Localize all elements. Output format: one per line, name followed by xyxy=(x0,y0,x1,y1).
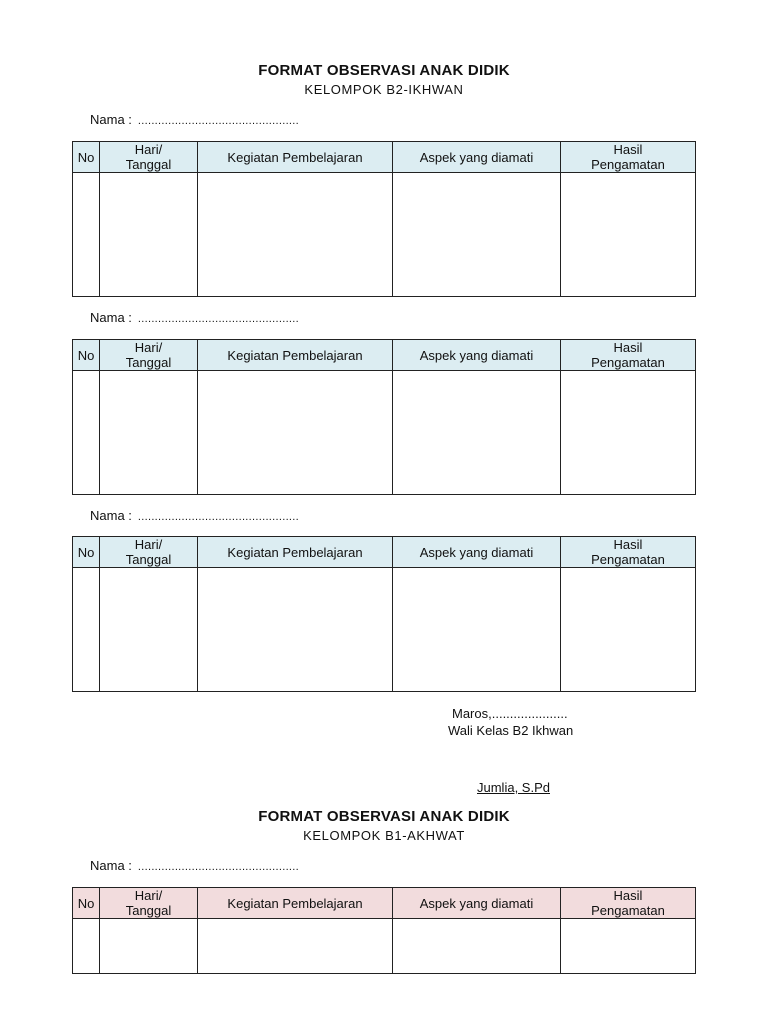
header-no: No xyxy=(73,340,100,371)
header-tanggal: Tanggal xyxy=(125,552,172,567)
table-header-row xyxy=(73,537,696,568)
cell-aspek xyxy=(393,919,561,974)
table-header-row xyxy=(73,888,696,919)
header-hari-tanggal xyxy=(100,142,198,173)
header-hasil-pengamatan xyxy=(561,340,696,371)
cell-aspek xyxy=(393,371,561,495)
signature-role: Wali Kelas B2 Ikhwan xyxy=(448,723,574,738)
observation-table xyxy=(72,339,696,495)
cell-hari-tanggal xyxy=(100,919,198,974)
header-hari-tanggal xyxy=(100,340,198,371)
form-group-subtitle: KELOMPOK B1-AKHWAT xyxy=(303,828,465,843)
observation-table xyxy=(72,887,696,974)
header-kegiatan: Kegiatan Pembelajaran xyxy=(198,537,393,568)
nama-label: Nama : xyxy=(90,112,132,127)
table-row xyxy=(73,371,696,495)
header-hari: Hari/ xyxy=(134,340,163,355)
cell-hasil xyxy=(561,371,696,495)
nama-label: Nama : xyxy=(90,508,132,523)
cell-hari-tanggal xyxy=(100,371,198,495)
cell-hari-tanggal xyxy=(100,568,198,692)
header-hasil: Hasil xyxy=(613,537,643,552)
header-kegiatan: Kegiatan Pembelajaran xyxy=(198,888,393,919)
observation-table xyxy=(72,141,696,297)
header-hari: Hari/ xyxy=(134,888,163,903)
header-aspek: Aspek yang diamati xyxy=(393,537,561,568)
signature-name: Jumlia, S.Pd xyxy=(477,780,550,795)
nama-label: Nama : xyxy=(90,310,132,325)
header-aspek: Aspek yang diamati xyxy=(393,142,561,173)
cell-aspek xyxy=(393,173,561,297)
nama-field-line xyxy=(90,858,299,873)
nama-field-line xyxy=(90,112,299,127)
cell-no xyxy=(73,173,100,297)
header-pengamatan: Pengamatan xyxy=(591,552,665,567)
header-hari-tanggal xyxy=(100,888,198,919)
header-hasil: Hasil xyxy=(613,888,643,903)
cell-kegiatan xyxy=(198,173,393,297)
cell-no xyxy=(73,371,100,495)
observation-table xyxy=(72,536,696,692)
cell-no xyxy=(73,919,100,974)
header-hasil-pengamatan xyxy=(561,888,696,919)
header-hasil-pengamatan xyxy=(561,142,696,173)
header-kegiatan: Kegiatan Pembelajaran xyxy=(198,340,393,371)
header-aspek: Aspek yang diamati xyxy=(393,340,561,371)
cell-kegiatan xyxy=(198,371,393,495)
form-group-subtitle: KELOMPOK B2-IKHWAN xyxy=(304,82,464,97)
header-hari: Hari/ xyxy=(134,537,163,552)
header-no: No xyxy=(73,537,100,568)
cell-hasil xyxy=(561,919,696,974)
cell-no xyxy=(73,568,100,692)
header-no: No xyxy=(73,888,100,919)
header-no: No xyxy=(73,142,100,173)
header-tanggal: Tanggal xyxy=(125,355,172,370)
header-pengamatan: Pengamatan xyxy=(591,157,665,172)
table-row xyxy=(73,919,696,974)
form-title: FORMAT OBSERVASI ANAK DIDIK xyxy=(258,808,510,825)
signature-place-date: Maros,..................... xyxy=(452,706,568,721)
header-pengamatan: Pengamatan xyxy=(591,355,665,370)
header-tanggal: Tanggal xyxy=(125,903,172,918)
table-header-row xyxy=(73,142,696,173)
header-hasil: Hasil xyxy=(613,142,643,157)
header-kegiatan: Kegiatan Pembelajaran xyxy=(198,142,393,173)
cell-kegiatan xyxy=(198,919,393,974)
header-hasil-pengamatan xyxy=(561,537,696,568)
nama-field-line xyxy=(90,508,299,523)
header-hari-tanggal xyxy=(100,537,198,568)
nama-label: Nama : xyxy=(90,858,132,873)
nama-dots: ................................................ xyxy=(137,115,300,127)
cell-aspek xyxy=(393,568,561,692)
header-pengamatan: Pengamatan xyxy=(591,903,665,918)
form-title: FORMAT OBSERVASI ANAK DIDIK xyxy=(258,62,510,79)
cell-hasil xyxy=(561,568,696,692)
nama-dots: ................................................ xyxy=(137,861,300,873)
header-aspek: Aspek yang diamati xyxy=(393,888,561,919)
cell-hasil xyxy=(561,173,696,297)
header-hari: Hari/ xyxy=(134,142,163,157)
header-hasil: Hasil xyxy=(613,340,643,355)
nama-dots: ................................................ xyxy=(137,511,300,523)
nama-dots: ................................................ xyxy=(137,313,300,325)
nama-field-line xyxy=(90,310,299,325)
header-tanggal: Tanggal xyxy=(125,157,172,172)
table-header-row xyxy=(73,340,696,371)
cell-kegiatan xyxy=(198,568,393,692)
table-row xyxy=(73,173,696,297)
cell-hari-tanggal xyxy=(100,173,198,297)
table-row xyxy=(73,568,696,692)
